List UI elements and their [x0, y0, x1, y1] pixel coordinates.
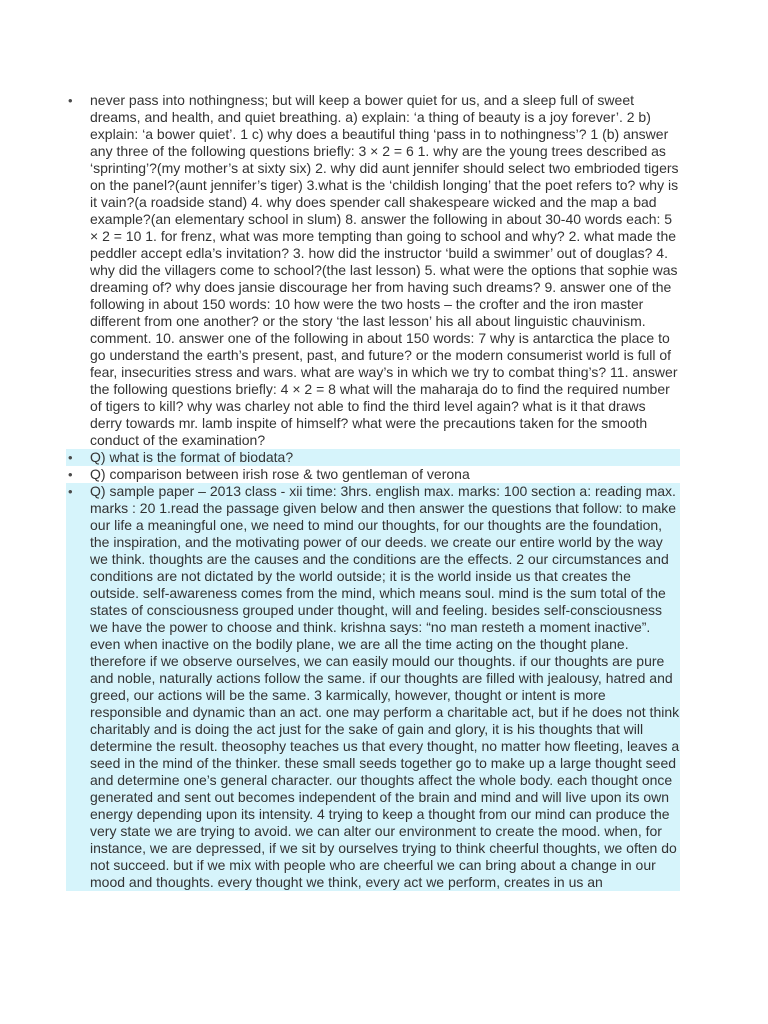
list-item-text: never pass into nothingness; but will keep a bower quiet for us, and a sleep full of sweet dreams, and health, and quiet breathing. a) explain: ‘a thing of beauty is a joy forever’. 2 b) explain: ‘a bower quiet’. 1 c) why does a beautiful thing ‘pass in to nothingness’? 1 (b) answer any three of the following questions briefly: 3 × 2 = 6 1. why are the young trees described as ‘sprinting’?(my mother’s at sixty six) 2. why did aunt jennifer should select two embrioded tigers on the panel?(aunt jennifer’s tiger) 3.what is the ‘childish longing’ that the poet refers to? why is it vain?(a roadside stand) 4. why does spender call shakespeare wicked and the map a bad example?(an elementary school in slum) 8. answer the following in about 30-40 words each: 5 × 2 = 10 1. for frenz, what was more tempting than going to school and why? 2. what made the peddler accept edla’s invitation? 3. how did the instructor ‘build a swimmer’ out of douglas? 4. why did the villagers come to school?(the last lesson) 5. what were the options that sophie was dreaming of? why does jansie discourage her from having such dreams? 9. answer one of the following in about 150 words: 10 how were the two hosts – the crofter and the iron master different from one another? or the story ‘the last lesson’ his all about linguistic chauvinism. comment. 10. answer one of the following in about 150 words: 7 why is antarctica the place to go understand the earth’s present, past, and future? or the modern consumerist world is full of fear, insecurities stress and wars. what are way’s in which we try to combat thing’s? 11. answer the following questions briefly: 4 × 2 = 8 what will the maharaja do to find the required number of tigers to kill? why was charley not able to find the third level again? what is it that draws derry towards mr. lamb inspite of himself? what were the precautions taken for the smooth conduct of the examination? [90, 92, 679, 448]
list-item [66, 483, 680, 891]
list-item-text: Q) sample paper – 2013 class - xii time: 3hrs. english max. marks: 100 section a: reading max. marks : 20 1.read the passage given below and then answer the questions that follow: to make our life a meaningful one, we need to mind our thoughts, for our thoughts are the foundation, the inspiration, and the motivating power of our deeds. we create our entire world by the way we think. thoughts are the causes and the conditions are the effects. 2 our circumstances and conditions are not dictated by the world outside; it is the world inside us that creates the outside. self-awareness comes from the mind, which means soul. mind is the sum total of the states of consciousness grouped under thought, will and feeling. besides self-consciousness we have the power to choose and think. krishna says: “no man resteth a moment inactive”. even when inactive on the bodily plane, we are all the time acting on the thought plane. therefore if we observe ourselves, we can easily mould our thoughts. if our thoughts are pure and noble, naturally actions follow the same. if our thoughts are filled with jealousy, hatred and greed, our actions will be the same. 3 karmically, however, thought or intent is more responsible and dynamic than an act. one may perform a charitable act, but if he does not think charitably and is doing the act just for the sake of gain and glory, it is his thoughts that will determine the result. theosophy teaches us that every thought, no matter how fleeting, leaves a seed in the mind of the thinker. these small seeds together go to make up a large thought seed and determine one’s general character. our thoughts affect the whole body. each thought once generated and sent out becomes independent of the brain and mind and will live upon its own energy depending upon its intensity. 4 trying to keep a thought from our mind can produce the very state we are trying to avoid. we can alter our environment to create the mood. when, for instance, we are depressed, if we sit by ourselves trying to think cheerful thoughts, we often do not succeed. but if we mix with people who are cheerful we can bring about a change in our mood and thoughts. every thought we think, every act we perform, creates in us an [90, 483, 680, 890]
bullet: • [68, 484, 73, 499]
list-item [66, 449, 680, 466]
bullet: • [68, 93, 73, 108]
document-page [66, 92, 680, 891]
list-item-text: Q) what is the format of biodata? [90, 449, 294, 465]
list-item-text: Q) comparison between irish rose & two gentleman of verona [90, 466, 470, 482]
list-item [66, 92, 680, 449]
bullet: • [68, 450, 73, 465]
bullet: • [68, 467, 73, 482]
list-item [66, 466, 680, 483]
